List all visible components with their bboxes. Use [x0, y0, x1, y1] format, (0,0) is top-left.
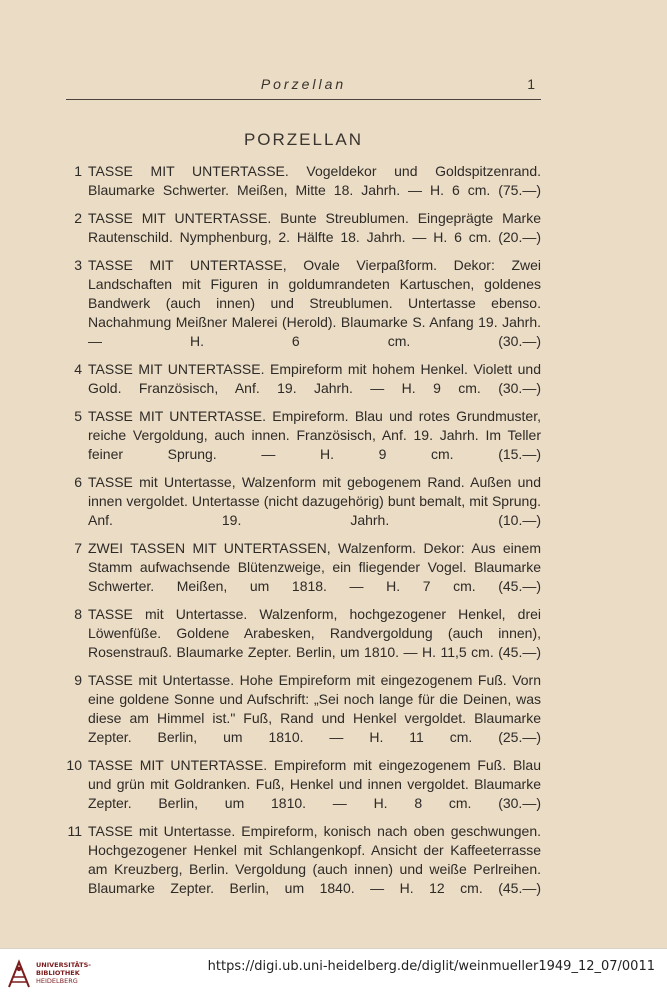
catalog-entry — [66, 539, 541, 596]
library-name: UNIVERSITÄTS- BIBLIOTHEK HEIDELBERG — [36, 961, 91, 985]
catalog-entry — [66, 822, 541, 898]
entry-text: TASSE mit Untertasse. Empireform, konisch nach oben geschwungen. Hochgezogener Henkel mit Schlangenkopf. Ansicht der Kaffeeterrasse am Kreuzberg, Berlin. Vergoldung (auch innen) und weiße Perlreihen. Blaumarke Zepter. Berlin, um 1840. — H. 12 cm. (45.—) — [88, 823, 541, 896]
catalog-entry — [66, 671, 541, 747]
catalog-entry — [66, 360, 541, 398]
entry-number: 2 — [74, 210, 82, 226]
entry-text: TASSE MIT UNTERTASSE. Empireform. Blau und rotes Grundmuster, reiche Vergoldung, auch innen. Französisch, Anf. 19. Jahrh. Im Teller feiner Sprung. — H. 9 cm. (15.—) — [88, 408, 541, 462]
entry-text: TASSE MIT UNTERTASSE. Vogeldekor und Goldspitzenrand. Blaumarke Schwerter. Meißen, Mitte 18. Jahrh. — H. 6 cm. (75.—) — [88, 163, 541, 198]
entry-text: TASSE MIT UNTERTASSE. Empireform mit hohem Henkel. Violett und Gold. Französisch, Anf. 19. Jahrh. — H. 9 cm. (30.—) — [88, 361, 541, 396]
viewer-footer — [0, 948, 667, 999]
library-seal-icon — [6, 959, 32, 989]
entry-number: 4 — [74, 361, 82, 377]
catalog-entries — [66, 162, 541, 907]
entry-number: 10 — [66, 757, 82, 773]
entry-number: 11 — [67, 823, 82, 839]
catalog-entry — [66, 256, 541, 351]
entry-number: 3 — [74, 257, 82, 273]
page-url[interactable]: https://digi.ub.uni-heidelberg.de/diglit/weinmueller1949_12_07/0011 — [207, 959, 655, 974]
section-title: PORZELLAN — [243, 130, 364, 149]
running-title: Porzellan — [260, 76, 347, 92]
running-header — [66, 76, 541, 98]
entry-number: 5 — [74, 408, 82, 424]
entry-text: TASSE MIT UNTERTASSE. Empireform mit eingezogenem Fuß. Blau und grün mit Goldranken. Fuß, Henkel und innen vergoldet. Blaumarke Zepter. Berlin, um 1810. — H. 8 cm. (30.—) — [88, 757, 541, 811]
page-number: 1 — [527, 76, 535, 92]
catalog-entry — [66, 756, 541, 813]
entry-number: 1 — [74, 163, 82, 179]
catalog-entry — [66, 473, 541, 530]
entry-number: 9 — [74, 672, 82, 688]
library-logo[interactable] — [6, 957, 96, 993]
entry-number: 7 — [74, 540, 82, 556]
catalog-entry — [66, 407, 541, 464]
header-rule — [66, 99, 541, 100]
catalog-entry — [66, 605, 541, 662]
entry-text: TASSE MIT UNTERTASSE, Ovale Vierpaßform. Dekor: Zwei Landschaften mit Figuren in goldumrandeten Kartuschen, goldenes Bandwerk (auch innen) und Streublumen. Untertasse ebenso. Nachahmung Meißner Malerei (Herold). Blaumarke S. Anfang 19. Jahrh. — H. 6 cm. (30.—) — [88, 257, 541, 349]
entry-text: TASSE mit Untertasse. Walzenform, hochgezogener Henkel, drei Löwenfüße. Goldene Arabesken, Randvergoldung (auch innen), Rosenstrauß. Blaumarke Zepter. Berlin, um 1810. — H. 11,5 cm. (45.—) — [88, 606, 541, 660]
entry-text: TASSE mit Untertasse, Walzenform mit gebogenem Rand. Außen und innen vergoldet. Untertasse (nicht dazugehörig) bunt bemalt, mit Sprung. Anf. 19. Jahrh. (10.—) — [88, 474, 541, 528]
entry-text: TASSE mit Untertasse. Hohe Empireform mit eingezogenem Fuß. Vorn eine goldene Sonne und Aufschrift: „Sei noch lange für die Deinen, was diese am Himmel ist." Fuß, Rand und Henkel vergoldet. Blaumarke Zepter. Berlin, um 1810. — H. 11 cm. (25.—) — [88, 672, 541, 745]
entry-text: TASSE MIT UNTERTASSE. Bunte Streublumen. Eingeprägte Marke Rautenschild. Nymphenburg, 2. Hälfte 18. Jahrh. — H. 6 cm. (20.—) — [88, 210, 541, 245]
entry-number: 6 — [74, 474, 82, 490]
catalog-entry — [66, 209, 541, 247]
entry-number: 8 — [74, 606, 82, 622]
catalog-entry — [66, 162, 541, 200]
entry-text: ZWEI TASSEN MIT UNTERTASSEN, Walzenform. Dekor: Aus einem Stamm aufwachsende Blütenzweige, ein fliegender Vogel. Blaumarke Schwerter. Meißen, um 1818. — H. 7 cm. (45.—) — [88, 540, 541, 594]
